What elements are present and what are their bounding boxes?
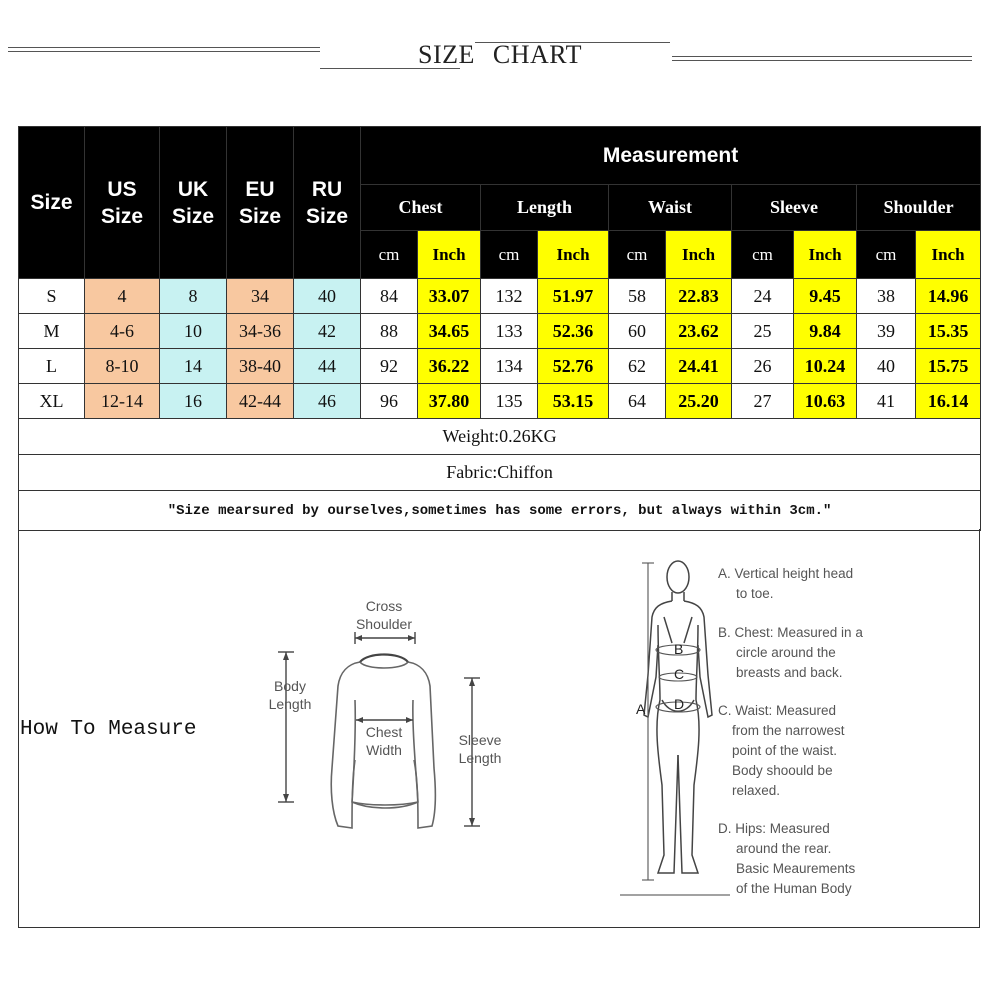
cell-waist-inch: 25.20 — [666, 384, 732, 419]
cell-chest-cm: 92 — [361, 349, 418, 384]
cell-waist-cm: 62 — [609, 349, 666, 384]
table-row — [19, 384, 981, 419]
cell-waist-inch: 22.83 — [666, 279, 732, 314]
cell-eu: 34-36 — [227, 314, 294, 349]
cell-us: 4 — [85, 279, 160, 314]
cell-size: XL — [19, 384, 85, 419]
col-header-uk: UK Size — [160, 127, 227, 279]
cell-chest-inch: 36.22 — [418, 349, 481, 384]
unit-cm: cm — [857, 231, 916, 279]
cell-size: S — [19, 279, 85, 314]
cell-eu: 42-44 — [227, 384, 294, 419]
group-header-length: Length — [481, 185, 609, 231]
unit-cm: cm — [361, 231, 418, 279]
cell-size: L — [19, 349, 85, 384]
unit-inch: Inch — [666, 231, 732, 279]
unit-inch: Inch — [538, 231, 609, 279]
size-table — [18, 126, 981, 531]
cell-sleeve-inch: 9.45 — [794, 279, 857, 314]
figure-letter-d: D — [674, 696, 685, 712]
cell-length-inch: 52.36 — [538, 314, 609, 349]
cell-waist-cm: 64 — [609, 384, 666, 419]
group-header-chest: Chest — [361, 185, 481, 231]
unit-cm: cm — [732, 231, 794, 279]
cell-shoulder-cm: 41 — [857, 384, 916, 419]
note-row — [19, 491, 981, 531]
cell-length-cm: 132 — [481, 279, 538, 314]
unit-inch: Inch — [916, 231, 981, 279]
cell-us: 4-6 — [85, 314, 160, 349]
cell-ru: 44 — [294, 349, 361, 384]
group-header-waist: Waist — [609, 185, 732, 231]
cell-chest-cm: 96 — [361, 384, 418, 419]
unit-cm: cm — [609, 231, 666, 279]
col-header-us: US Size — [85, 127, 160, 279]
how-to-measure-title: How To Measure — [20, 718, 197, 741]
cell-chest-inch: 34.65 — [418, 314, 481, 349]
label-sleeve-length: Sleeve Length — [458, 732, 502, 766]
cell-ru: 46 — [294, 384, 361, 419]
cell-shoulder-cm: 40 — [857, 349, 916, 384]
cell-sleeve-cm: 25 — [732, 314, 794, 349]
cell-sleeve-cm: 26 — [732, 349, 794, 384]
measurement-note: "Size mearsured by ourselves,sometimes has some errors, but always within 3cm." — [19, 491, 981, 531]
cell-chest-cm: 88 — [361, 314, 418, 349]
cell-uk: 8 — [160, 279, 227, 314]
label-body-length: Body Length — [268, 678, 312, 712]
col-header-eu: EU Size — [227, 127, 294, 279]
table-row — [19, 349, 981, 384]
unit-cm: cm — [481, 231, 538, 279]
label-cross-shoulder: Cross Shoulder — [355, 598, 413, 632]
cell-shoulder-inch: 14.96 — [916, 279, 981, 314]
cell-shoulder-cm: 39 — [857, 314, 916, 349]
cell-waist-cm: 60 — [609, 314, 666, 349]
figure-letter-b: B — [674, 641, 684, 657]
cell-shoulder-inch: 16.14 — [916, 384, 981, 419]
header-row-1 — [19, 127, 981, 185]
note-a: A. Vertical height head to toe. — [718, 566, 854, 601]
page-title — [0, 40, 1000, 70]
note-b: B. Chest: Measured in a circle around the breasts and back. — [718, 625, 863, 680]
table-row — [19, 314, 981, 349]
unit-inch: Inch — [418, 231, 481, 279]
cell-waist-cm: 58 — [609, 279, 666, 314]
cell-chest-cm: 84 — [361, 279, 418, 314]
note-c: C. Waist: Measured from the narrowest point of the waist. Body shoould be relaxed. — [718, 703, 845, 798]
cell-us: 8-10 — [85, 349, 160, 384]
cell-uk: 14 — [160, 349, 227, 384]
cell-length-inch: 52.76 — [538, 349, 609, 384]
cell-waist-inch: 23.62 — [666, 314, 732, 349]
cell-us: 12-14 — [85, 384, 160, 419]
cell-sleeve-cm: 24 — [732, 279, 794, 314]
col-header-size: Size — [19, 127, 85, 279]
note-d: D. Hips: Measured around the rear. Basic Meaurements of the Human Body — [718, 821, 856, 896]
group-header-sleeve: Sleeve — [732, 185, 857, 231]
cell-size: M — [19, 314, 85, 349]
cell-ru: 42 — [294, 314, 361, 349]
cell-eu: 38-40 — [227, 349, 294, 384]
cell-sleeve-inch: 10.24 — [794, 349, 857, 384]
figure-letter-c: C — [674, 666, 685, 682]
cell-sleeve-inch: 9.84 — [794, 314, 857, 349]
cell-length-cm: 133 — [481, 314, 538, 349]
cell-length-inch: 51.97 — [538, 279, 609, 314]
weight-cell: Weight:0.26KG — [19, 419, 981, 455]
cell-waist-inch: 24.41 — [666, 349, 732, 384]
fabric-cell: Fabric:Chiffon — [19, 455, 981, 491]
weight-row — [19, 419, 981, 455]
title-word-size: SIZE — [418, 40, 475, 69]
title-word-chart: CHART — [492, 40, 582, 69]
cell-uk: 10 — [160, 314, 227, 349]
measurement-header: Measurement — [361, 127, 981, 185]
label-chest-width: Chest Width — [365, 724, 403, 758]
cell-length-cm: 134 — [481, 349, 538, 384]
unit-inch: Inch — [794, 231, 857, 279]
group-header-shoulder: Shoulder — [857, 185, 981, 231]
cell-chest-inch: 37.80 — [418, 384, 481, 419]
cell-eu: 34 — [227, 279, 294, 314]
cell-sleeve-inch: 10.63 — [794, 384, 857, 419]
fabric-row — [19, 455, 981, 491]
table-row — [19, 279, 981, 314]
human-figure-diagram — [620, 555, 730, 900]
cell-length-cm: 135 — [481, 384, 538, 419]
col-header-ru: RU Size — [294, 127, 361, 279]
cell-shoulder-inch: 15.35 — [916, 314, 981, 349]
figure-letter-a: A — [636, 701, 646, 717]
cell-length-inch: 53.15 — [538, 384, 609, 419]
cell-sleeve-cm: 27 — [732, 384, 794, 419]
cell-ru: 40 — [294, 279, 361, 314]
cell-uk: 16 — [160, 384, 227, 419]
cell-shoulder-inch: 15.75 — [916, 349, 981, 384]
cell-shoulder-cm: 38 — [857, 279, 916, 314]
cell-chest-inch: 33.07 — [418, 279, 481, 314]
